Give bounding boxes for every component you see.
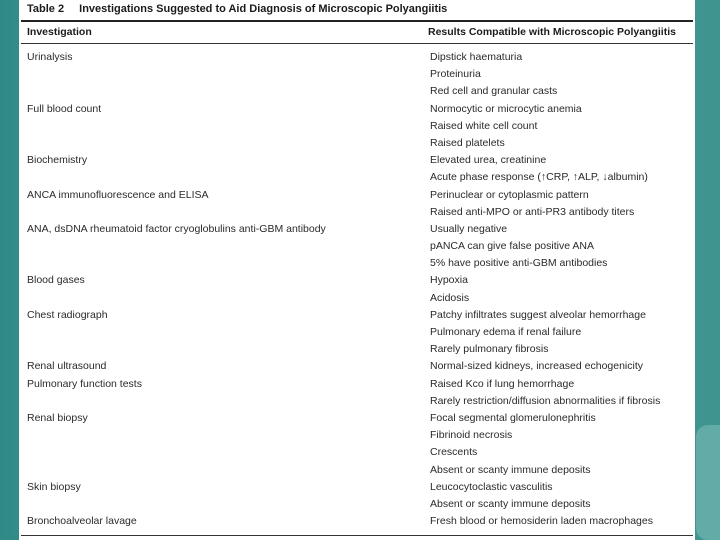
result-cell: Crescents [430,446,478,459]
result-cell: Focal segmental glomerulonephritis [430,411,596,424]
result-cell: Raised anti-MPO or anti-PR3 antibody titers [430,205,635,218]
table-row [19,153,695,170]
result-cell: Perinuclear or cytoplasmic pattern [430,188,589,201]
bottom-rule [21,535,693,536]
investigation-cell: Full blood count [27,102,102,115]
table-row [19,222,695,239]
table-row [19,273,695,290]
table-row [19,428,695,445]
table-row [19,291,695,308]
table-row [19,308,695,325]
table-sheet [19,0,695,540]
investigation-cell: Skin biopsy [27,480,81,493]
result-cell: Raised platelets [430,136,505,149]
table-row [19,514,695,531]
table-row [19,136,695,153]
table-row [19,102,695,119]
table-row [19,394,695,411]
table-row [19,463,695,480]
table-row [19,445,695,462]
result-cell: Absent or scanty immune deposits [430,463,591,476]
table-label: Table 2 [27,3,65,15]
table-row [19,377,695,394]
investigation-cell: ANCA immunofluorescence and ELISA [27,188,209,201]
investigation-cell: Blood gases [27,274,85,287]
result-cell: Pulmonary edema if renal failure [430,326,582,338]
result-cell: Rarely restriction/diffusion abnormalities if fibrosis [430,394,661,407]
table-body [19,50,695,531]
column-header-results: Results Compatible with Microscopic Polyangiitis [428,26,676,38]
investigation-cell: Bronchoalveolar lavage [27,515,137,528]
investigation-cell: Renal ultrasound [27,360,107,373]
result-cell: Fibrinoid necrosis [430,429,513,442]
result-cell: Proteinuria [430,68,481,81]
result-cell: Acidosis [430,291,470,304]
table-row [19,256,695,273]
result-cell: Usually negative [430,222,508,235]
column-header-investigation: Investigation [27,26,92,38]
table-title: Investigations Suggested to Aid Diagnosis of Microscopic Polyangiitis [79,3,448,15]
table-row [19,239,695,256]
investigation-cell: Biochemistry [27,154,88,167]
result-cell: Acute phase response (↑CRP, ↑ALP, ↓albumin) [430,171,648,184]
table-row [19,205,695,222]
top-rule [21,20,693,22]
table-row [19,188,695,205]
table-row [19,67,695,84]
table-row [19,84,695,101]
result-cell: 5% have positive anti-GBM antibodies [430,257,608,270]
table-row [19,411,695,428]
result-cell: Raised white cell count [430,119,538,132]
result-cell: Absent or scanty immune deposits [430,497,591,510]
result-cell: Dipstick haematuria [430,51,523,63]
table-row [19,480,695,497]
result-cell: Fresh blood or hemosiderin laden macrophages [430,515,653,528]
decorative-band [696,425,720,540]
table-row [19,497,695,514]
result-cell: Elevated urea, creatinine [430,154,547,167]
header-rule [21,43,693,44]
result-cell: Raised Kco if lung hemorrhage [430,377,575,390]
table-caption [27,3,447,15]
table-row [19,50,695,67]
table-row [19,325,695,342]
investigation-cell: Renal biopsy [27,411,88,424]
table-row [19,170,695,187]
table-row [19,119,695,136]
result-cell: Red cell and granular casts [430,85,558,98]
investigation-cell: Chest radiograph [27,308,108,321]
result-cell: pANCA can give false positive ANA [430,240,595,253]
investigation-cell: Urinalysis [27,51,73,63]
result-cell: Leucocytoclastic vasculitis [430,480,553,493]
result-cell: Hypoxia [430,274,468,287]
result-cell: Rarely pulmonary fibrosis [430,343,549,356]
table-row [19,359,695,376]
result-cell: Normocytic or microcytic anemia [430,102,582,115]
table-row [19,342,695,359]
result-cell: Patchy infiltrates suggest alveolar hemorrhage [430,308,646,321]
investigation-cell: ANA, dsDNA rheumatoid factor cryoglobulins anti-GBM antibody [27,222,326,235]
investigation-cell: Pulmonary function tests [27,377,142,390]
result-cell: Normal-sized kidneys, increased echogenicity [430,360,644,373]
